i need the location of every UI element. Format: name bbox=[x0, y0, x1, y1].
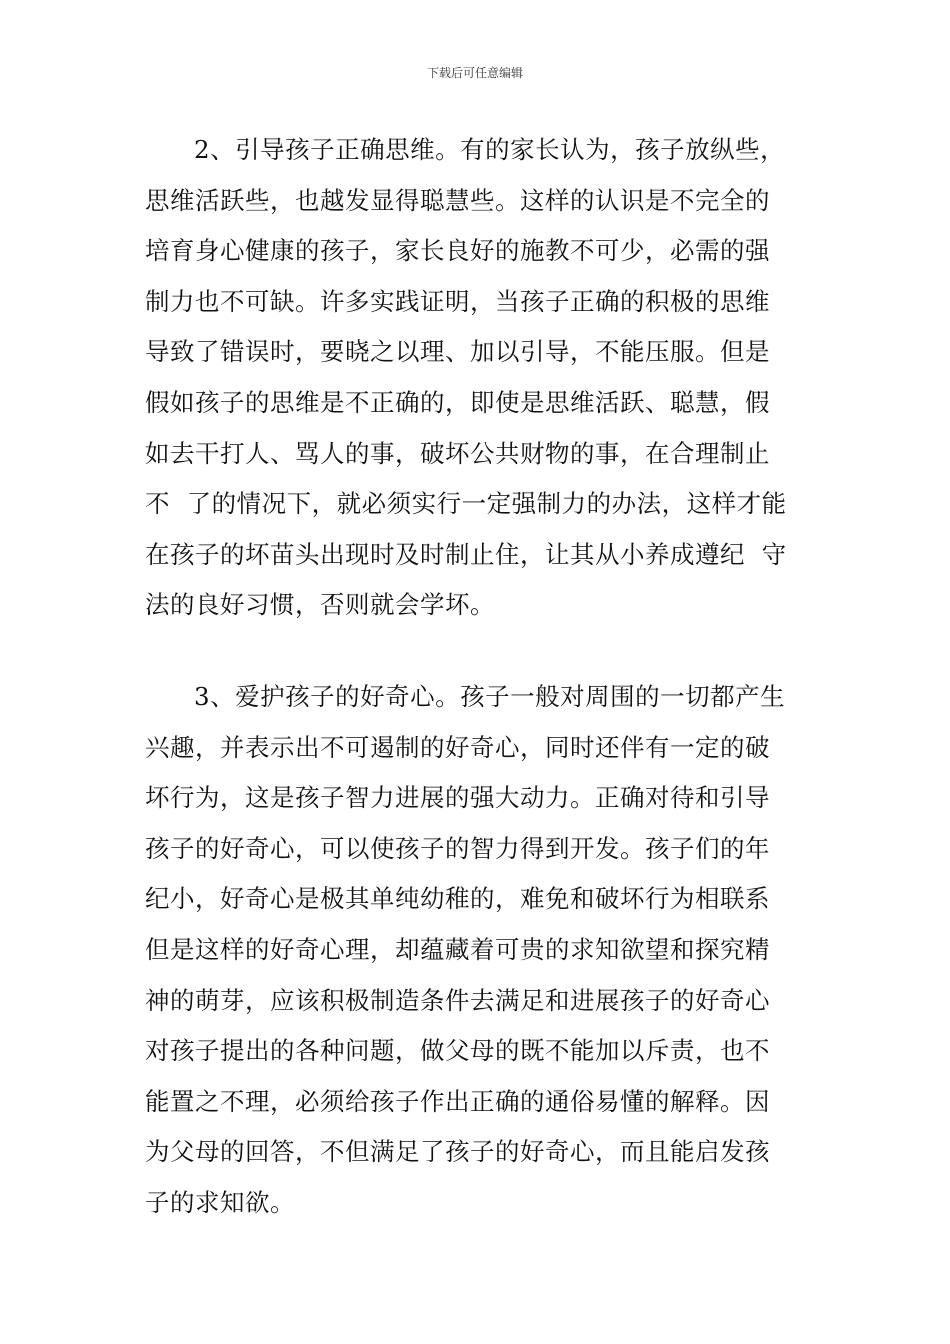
paragraph-line: 在孩子的坏苗头出现时及时制止住，让其从小养成遵纪 守 bbox=[145, 539, 787, 569]
paragraph-line: 2、引导孩子正确思维。有的家长认为，孩子放纵些， bbox=[194, 135, 786, 164]
paragraph-line: 不 了的情况下，就必须实行一定强制力的办法，这样才能 bbox=[145, 489, 787, 519]
paragraph-line: 对孩子提出的各种问题，做父母的既不能加以斥责，也不 bbox=[145, 1036, 770, 1066]
paragraph-line: 但是这样的好奇心理，却蕴藏着可贵的求知欲望和探究精 bbox=[145, 934, 770, 964]
paragraph-line: 导致了错误时，要晓之以理、加以引导，不能压服。但是 bbox=[145, 337, 770, 367]
paragraph-line: 思维活跃些，也越发显得聪慧些。这样的认识是不完全的 bbox=[145, 185, 770, 215]
paragraph-line: 培育身心健康的孩子，家长良好的施教不可少，必需的强 bbox=[145, 236, 770, 266]
paragraph-protect-curiosity bbox=[145, 672, 815, 1229]
paragraph-line: 法的良好习惯，否则就会学坏。 bbox=[145, 590, 495, 620]
paragraph-line: 3、爱护孩子的好奇心。孩子一般对周围的一切都产生 bbox=[194, 682, 786, 711]
paragraph-line: 兴趣，并表示出不可遏制的好奇心，同时还伴有一定的破 bbox=[145, 732, 770, 762]
paragraph-line: 纪小，好奇心是极其单纯幼稚的，难免和破坏行为相联系 bbox=[145, 884, 770, 914]
paragraph-line: 孩子的好奇心，可以使孩子的智力得到开发。孩子们的年 bbox=[145, 833, 770, 863]
page-header: 下载后可任意编辑 bbox=[426, 66, 523, 80]
paragraph-line: 假如孩子的思维是不正确的，即使是思维活跃、聪慧，假 bbox=[145, 387, 770, 417]
paragraph-line: 神的萌芽，应该积极制造条件去满足和进展孩子的好奇心 bbox=[145, 985, 770, 1015]
paragraph-line: 能置之不理，必须给孩子作出正确的通俗易懂的解释。因 bbox=[145, 1086, 770, 1116]
paragraph-line: 制力也不可缺。许多实践证明，当孩子正确的积极的思维 bbox=[145, 286, 770, 316]
paragraph-line: 如去干打人、骂人的事，破坏公共财物的事，在合理制止 bbox=[145, 438, 770, 468]
paragraph-line: 为父母的回答，不但满足了孩子的好奇心，而且能启发孩 bbox=[145, 1137, 770, 1167]
paragraph-line: 坏行为，这是孩子智力进展的强大动力。正确对待和引导 bbox=[145, 783, 770, 813]
paragraph-line: 子的求知欲。 bbox=[145, 1187, 295, 1217]
paragraph-guide-thinking bbox=[145, 125, 815, 631]
